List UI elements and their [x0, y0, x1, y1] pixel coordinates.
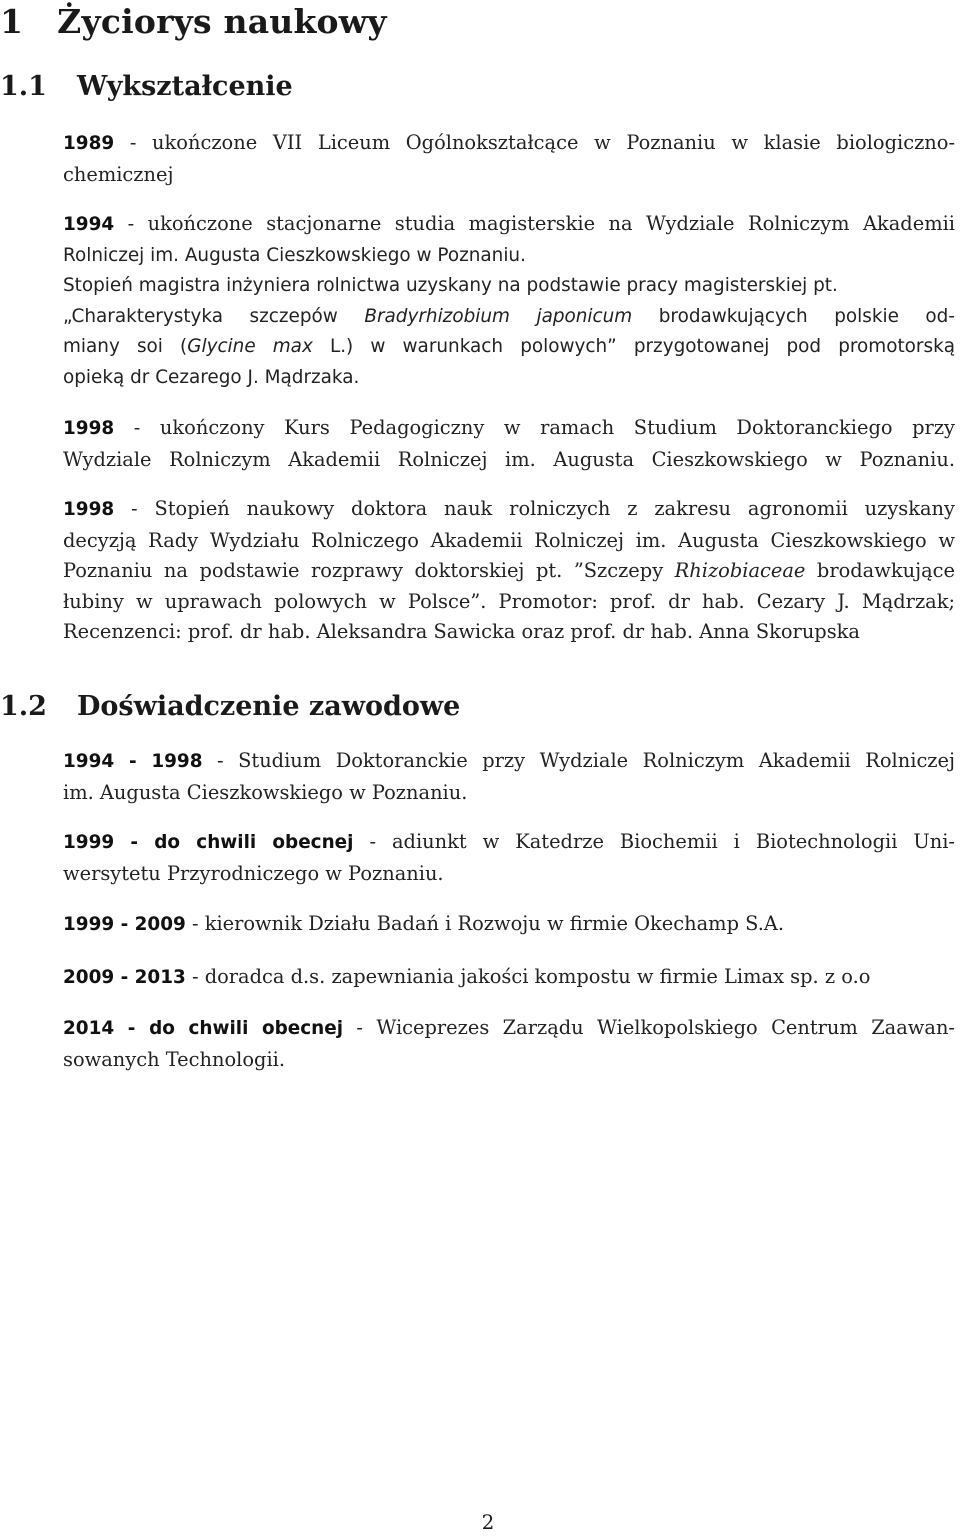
entry-line: Stopień magistra inżyniera rolnictwa uzyskany na podstawie pracy magisterskiej pt.: [63, 275, 838, 297]
entry-line: [63, 128, 955, 160]
species-name: Glycine max: [187, 336, 313, 358]
entry-line: [63, 332, 955, 363]
entry-line: [63, 302, 955, 333]
subsection-number: 1.2: [0, 691, 47, 722]
entry-text: - Wiceprezes Zarządu Wielkopolskiego Centrum Zaawan-: [343, 1016, 955, 1039]
experience-entry: [63, 746, 955, 808]
entry-line: [63, 209, 955, 241]
entry-line: [63, 962, 955, 994]
education-entry-1989: [63, 128, 955, 190]
entry-line: opieką dr Cezarego J. Mądrzaka.: [63, 366, 360, 388]
entry-year: 1994: [63, 214, 115, 235]
entry-year: 1998: [63, 418, 115, 439]
experience-entry: [63, 1013, 955, 1075]
entry-text: L.) w warunkach polowych” przygotowanej pod promotorską: [312, 336, 955, 358]
section-heading: [0, 2, 387, 42]
subsection-number: 1.1: [0, 71, 47, 102]
entry-text: „Charakterystyka szczepów: [63, 305, 365, 327]
entry-text: - ukończone stacjonarne studia magisterskie na Wydziale Rolniczym Akademii: [114, 212, 955, 235]
entry-text: - ukończone VII Liceum Ogólnokształcące w Poznaniu w klasie biologiczno-: [114, 131, 955, 154]
entry-line: Wydziale Rolniczym Akademii Rolniczej im. Augusta Cieszkowskiego w Poznaniu.: [63, 447, 955, 471]
experience-entry: [63, 827, 955, 889]
entry-text: - ukończony Kurs Pedagogiczny w ramach Studium Doktoranckiego przy: [114, 416, 955, 439]
subsection-heading-education: [0, 70, 293, 104]
education-entry-1998-course: [63, 413, 955, 475]
entry-line: [63, 827, 955, 859]
entry-line: [63, 413, 955, 445]
section-title: Życiorys naukowy: [57, 2, 387, 41]
entry-year: 1989: [63, 133, 115, 154]
education-entry-1994: [63, 209, 955, 394]
entry-text: - doradca d.s. zapewniania jakości kompostu w firmie Limax sp. z o.o: [185, 965, 871, 988]
experience-entry: [63, 909, 955, 941]
entry-text: Poznaniu na podstawie rozprawy doktorskiej pt. ”Szczepy: [63, 559, 675, 583]
entry-year: 1998: [63, 499, 115, 520]
entry-line: Rolniczej im. Augusta Cieszkowskiego w Poznaniu.: [63, 244, 526, 266]
entry-line: decyzją Rady Wydziału Rolniczego Akademii Rolniczej im. Augusta Cieszkowskiego w: [63, 528, 955, 552]
entry-text: miany soi (: [63, 336, 188, 358]
page-number: 2: [481, 1510, 495, 1534]
entry-period: 1994 - 1998: [63, 751, 203, 772]
entry-line: [63, 746, 955, 778]
entry-line: Recenzenci: prof. dr hab. Aleksandra Sawicka oraz prof. dr hab. Anna Skorupska: [63, 620, 860, 644]
entry-line: [63, 1013, 955, 1045]
entry-line: [63, 909, 955, 941]
entry-line: sowanych Technologii.: [63, 1047, 286, 1071]
entry-period: 2014 - do chwili obecnej: [63, 1018, 344, 1039]
section-number: 1: [0, 2, 24, 41]
experience-entry: [63, 962, 955, 994]
entry-text: - Stopień naukowy doktora nauk rolniczych z zakresu agronomii uzyskany: [114, 497, 955, 520]
entry-text: brodawkujących polskie od-: [632, 305, 955, 327]
entry-period: 1999 - 2009: [63, 914, 186, 935]
entry-line: [63, 494, 955, 526]
entry-text: - adiunkt w Katedrze Biochemii i Biotechnologii Uni-: [353, 830, 955, 853]
entry-text: - Studium Doktoranckie przy Wydziale Rolniczym Akademii Rolniczej: [202, 749, 956, 772]
entry-line: chemicznej: [63, 162, 174, 186]
entry-line: [63, 556, 955, 587]
entry-line: wersytetu Przyrodniczego w Poznaniu.: [63, 861, 444, 885]
species-name: Bradyrhizobium japonicum: [364, 305, 633, 327]
entry-text: brodawkujące: [805, 559, 955, 583]
entry-line: łubiny w uprawach polowych w Polsce”. Promotor: prof. dr hab. Cezary J. Mądrzak;: [63, 589, 955, 613]
subsection-heading-experience: [0, 690, 460, 724]
entry-line: im. Augusta Cieszkowskiego w Poznaniu.: [63, 780, 468, 804]
subsection-title: Doświadczenie zawodowe: [76, 691, 461, 722]
entry-text: - kierownik Działu Badań i Rozwoju w firmie Okechamp S.A.: [185, 912, 785, 935]
entry-period: 1999 - do chwili obecnej: [63, 832, 354, 853]
subsection-title: Wykształcenie: [76, 71, 293, 102]
education-entry-1998-doctorate: [63, 494, 955, 648]
entry-period: 2009 - 2013: [63, 967, 186, 988]
species-name: Rhizobiaceae: [674, 559, 806, 583]
